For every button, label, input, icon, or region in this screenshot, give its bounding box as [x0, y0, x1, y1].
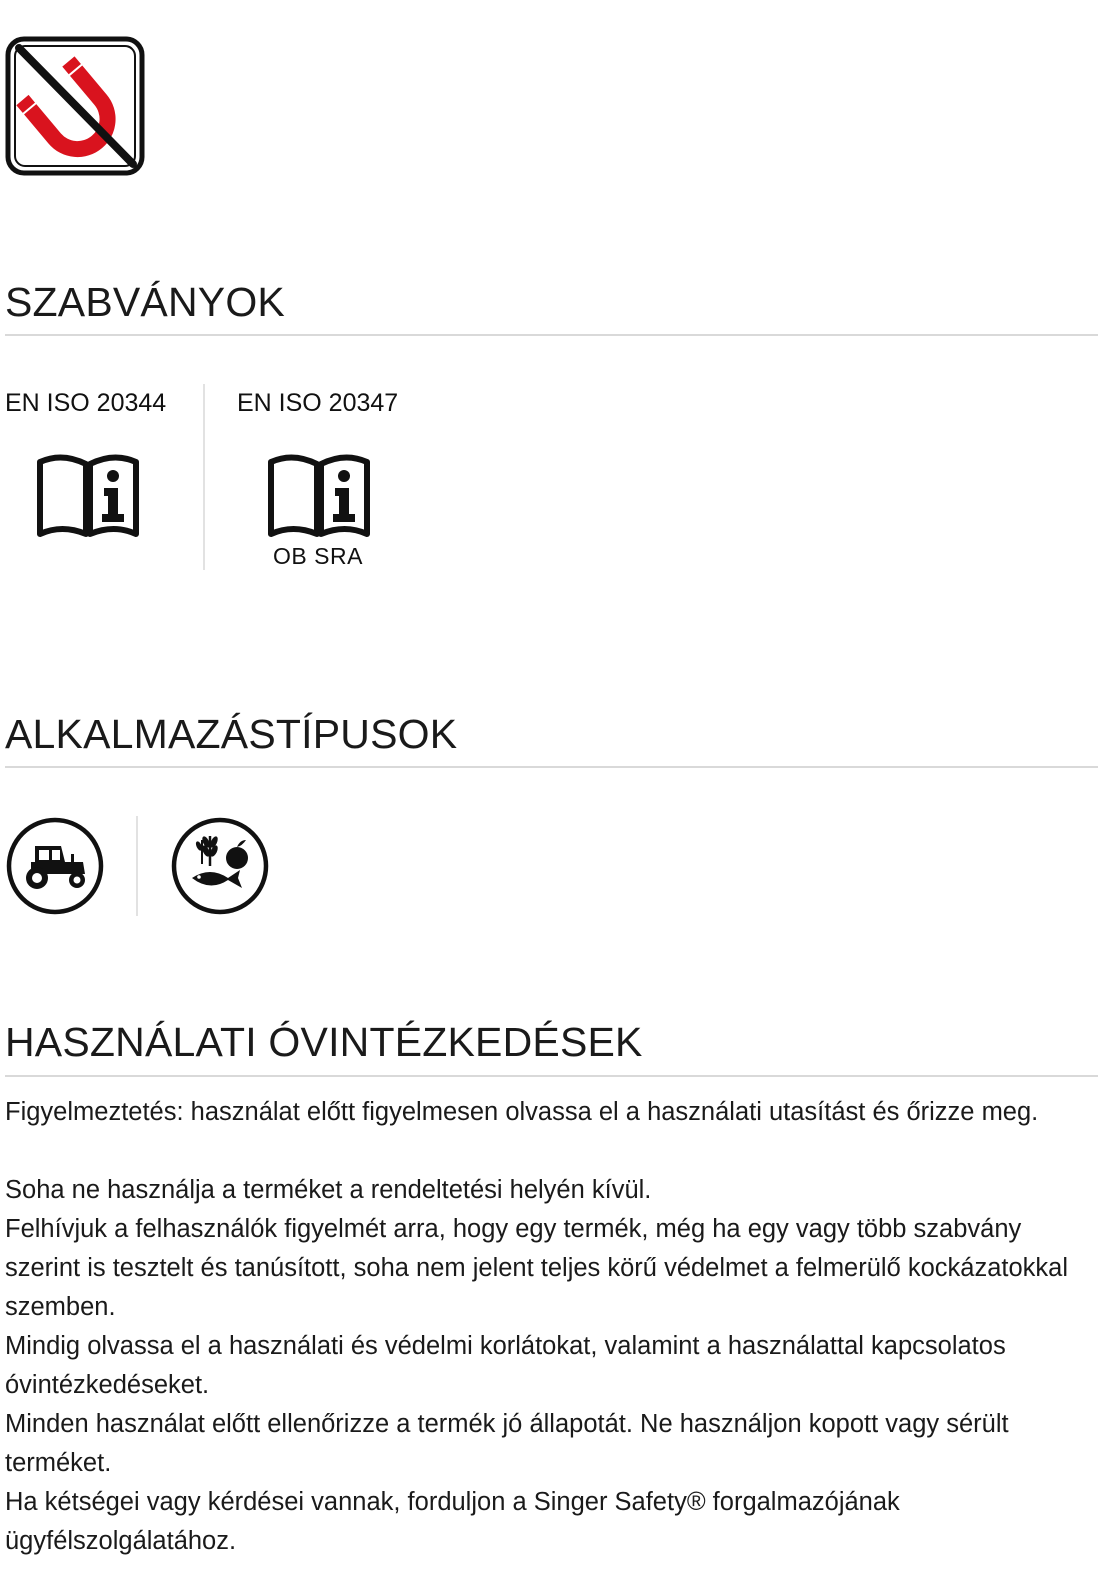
applications-vertical-divider: [136, 816, 138, 916]
applications-divider: [5, 766, 1098, 768]
standard-code-20347: OB SRA: [273, 543, 363, 569]
standards-heading: SZABVÁNYOK: [5, 279, 285, 325]
precaution-paragraph: Ha kétségei vagy kérdései vannak, forduljon a Singer Safety® forgalmazójának ügyfélszolgálatához.: [5, 1488, 900, 1555]
standard-label-20344: EN ISO 20344: [5, 389, 167, 417]
tractor-icon: [5, 816, 105, 916]
standards-vertical-divider: [203, 384, 205, 570]
precaution-paragraph: Felhívjuk a felhasználók figyelmét arra, hogy egy termék, még ha egy vagy több szabvány szerint is tesztelt és tanúsított, soha nem jelent teljes körű védelmet a felmerülő kockázatokkal szemben.: [5, 1215, 1069, 1321]
manual-icon: [36, 452, 140, 540]
precaution-paragraph: Soha ne használja a terméket a rendeltetési helyén kívül.: [5, 1176, 652, 1204]
standard-label-20347: EN ISO 20347: [237, 389, 399, 417]
manual-icon: [267, 452, 371, 540]
precautions-heading: HASZNÁLATI ÓVINTÉZKEDÉSEK: [5, 1019, 643, 1065]
no-magnet-icon: [5, 36, 145, 176]
precautions-divider: [5, 1075, 1098, 1077]
food-industry-icon: [170, 816, 270, 916]
standards-divider: [5, 334, 1098, 336]
precaution-paragraph: Mindig olvassa el a használati és védelmi korlátokat, valamint a használattal kapcsolatos óvintézkedéseket.: [5, 1332, 1006, 1399]
precaution-paragraph: Minden használat előtt ellenőrizze a termék jó állapotát. Ne használjon kopott vagy sérült terméket.: [5, 1410, 1009, 1477]
applications-heading: ALKALMAZÁSTÍPUSOK: [5, 711, 458, 757]
precaution-paragraph: Figyelmeztetés: használat előtt figyelmesen olvassa el a használati utasítást és őrizze meg.: [5, 1098, 1039, 1126]
